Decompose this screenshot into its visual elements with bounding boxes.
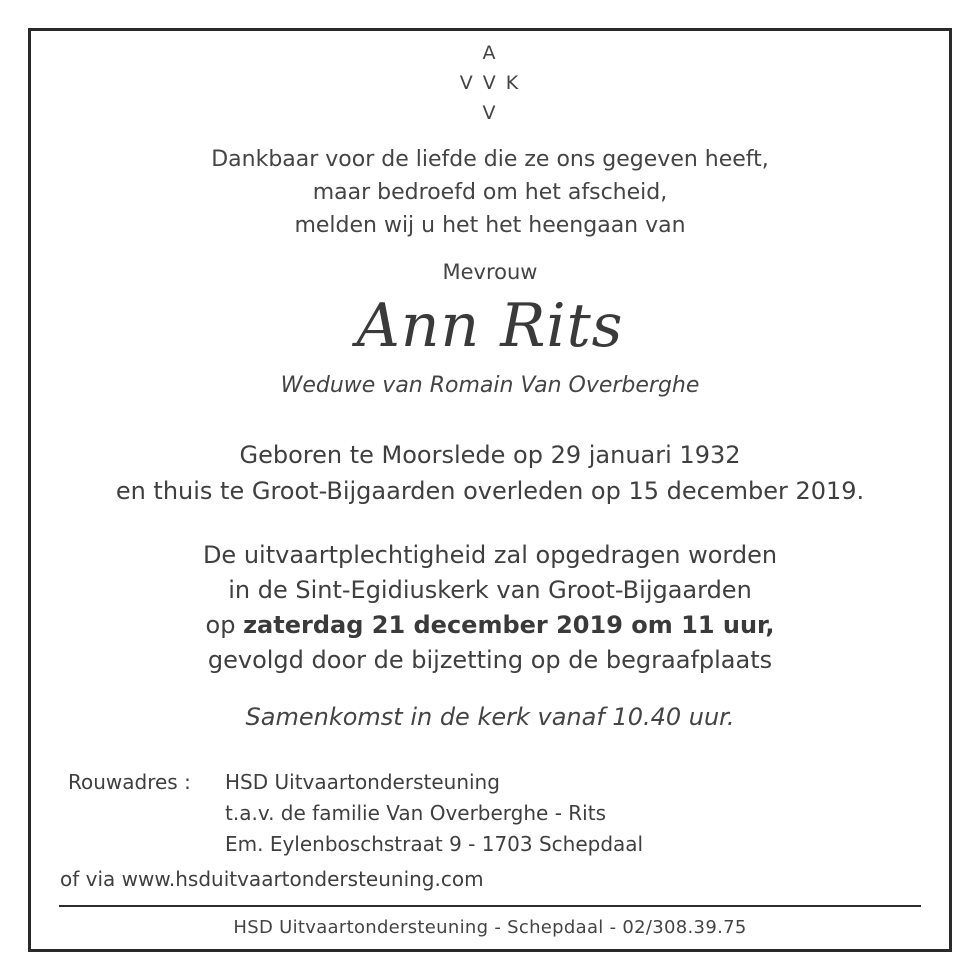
- ceremony-line-3: [0, 608, 980, 643]
- intro-text: [0, 143, 980, 242]
- spouse-line: Weduwe van Romain Van Overberghe: [280, 373, 700, 398]
- honorific: Mevrouw: [442, 260, 538, 284]
- address-block: [225, 767, 643, 860]
- ceremony-line-2: in de Sint-Egidiuskerk van Groot-Bijgaarden: [228, 576, 752, 604]
- website-line: of via www.hsduitvaartondersteuning.com: [60, 867, 484, 891]
- ceremony-line-4: gevolgd door de bijzetting op de begraafplaats: [207, 646, 773, 674]
- address-label: Rouwadres :: [68, 770, 191, 794]
- cross-symbol: [0, 38, 980, 128]
- cross-bottom-letter: V: [482, 102, 498, 124]
- address-line-2: t.a.v. de familie Van Overberghe - Rits: [225, 801, 606, 825]
- footer-text: HSD Uitvaartondersteuning - Schepdaal - 02/308.39.75: [233, 917, 747, 938]
- intro-line-2: maar bedroefd om het afscheid,: [312, 180, 668, 205]
- death-line: en thuis te Groot-Bijgaarden overleden op 15 december 2019.: [115, 477, 865, 505]
- gathering-line: Samenkomst in de kerk vanaf 10.40 uur.: [245, 703, 735, 731]
- birth-line: Geboren te Moorslede op 29 januari 1932: [239, 441, 741, 469]
- deceased-name: Ann Rits: [356, 291, 624, 361]
- ceremony-date-prefix: op: [205, 611, 244, 639]
- address-line-1: HSD Uitvaartondersteuning: [225, 770, 500, 794]
- footer-divider: [59, 905, 921, 907]
- cross-middle-letters: V V K: [459, 72, 521, 94]
- ceremony-line-1: De uitvaartplechtigheid zal opgedragen worden: [202, 541, 778, 569]
- intro-line-3: melden wij u het het heengaan van: [294, 213, 686, 238]
- ceremony-date: zaterdag 21 december 2019 om 11 uur,: [243, 611, 775, 639]
- ceremony-info: [0, 538, 980, 678]
- address-line-3: Em. Eylenboschstraat 9 - 1703 Schepdaal: [225, 832, 644, 856]
- birth-death-info: [0, 437, 980, 509]
- intro-line-1: Dankbaar voor de liefde die ze ons gegeven heeft,: [211, 147, 769, 172]
- cross-top-letter: A: [482, 42, 498, 64]
